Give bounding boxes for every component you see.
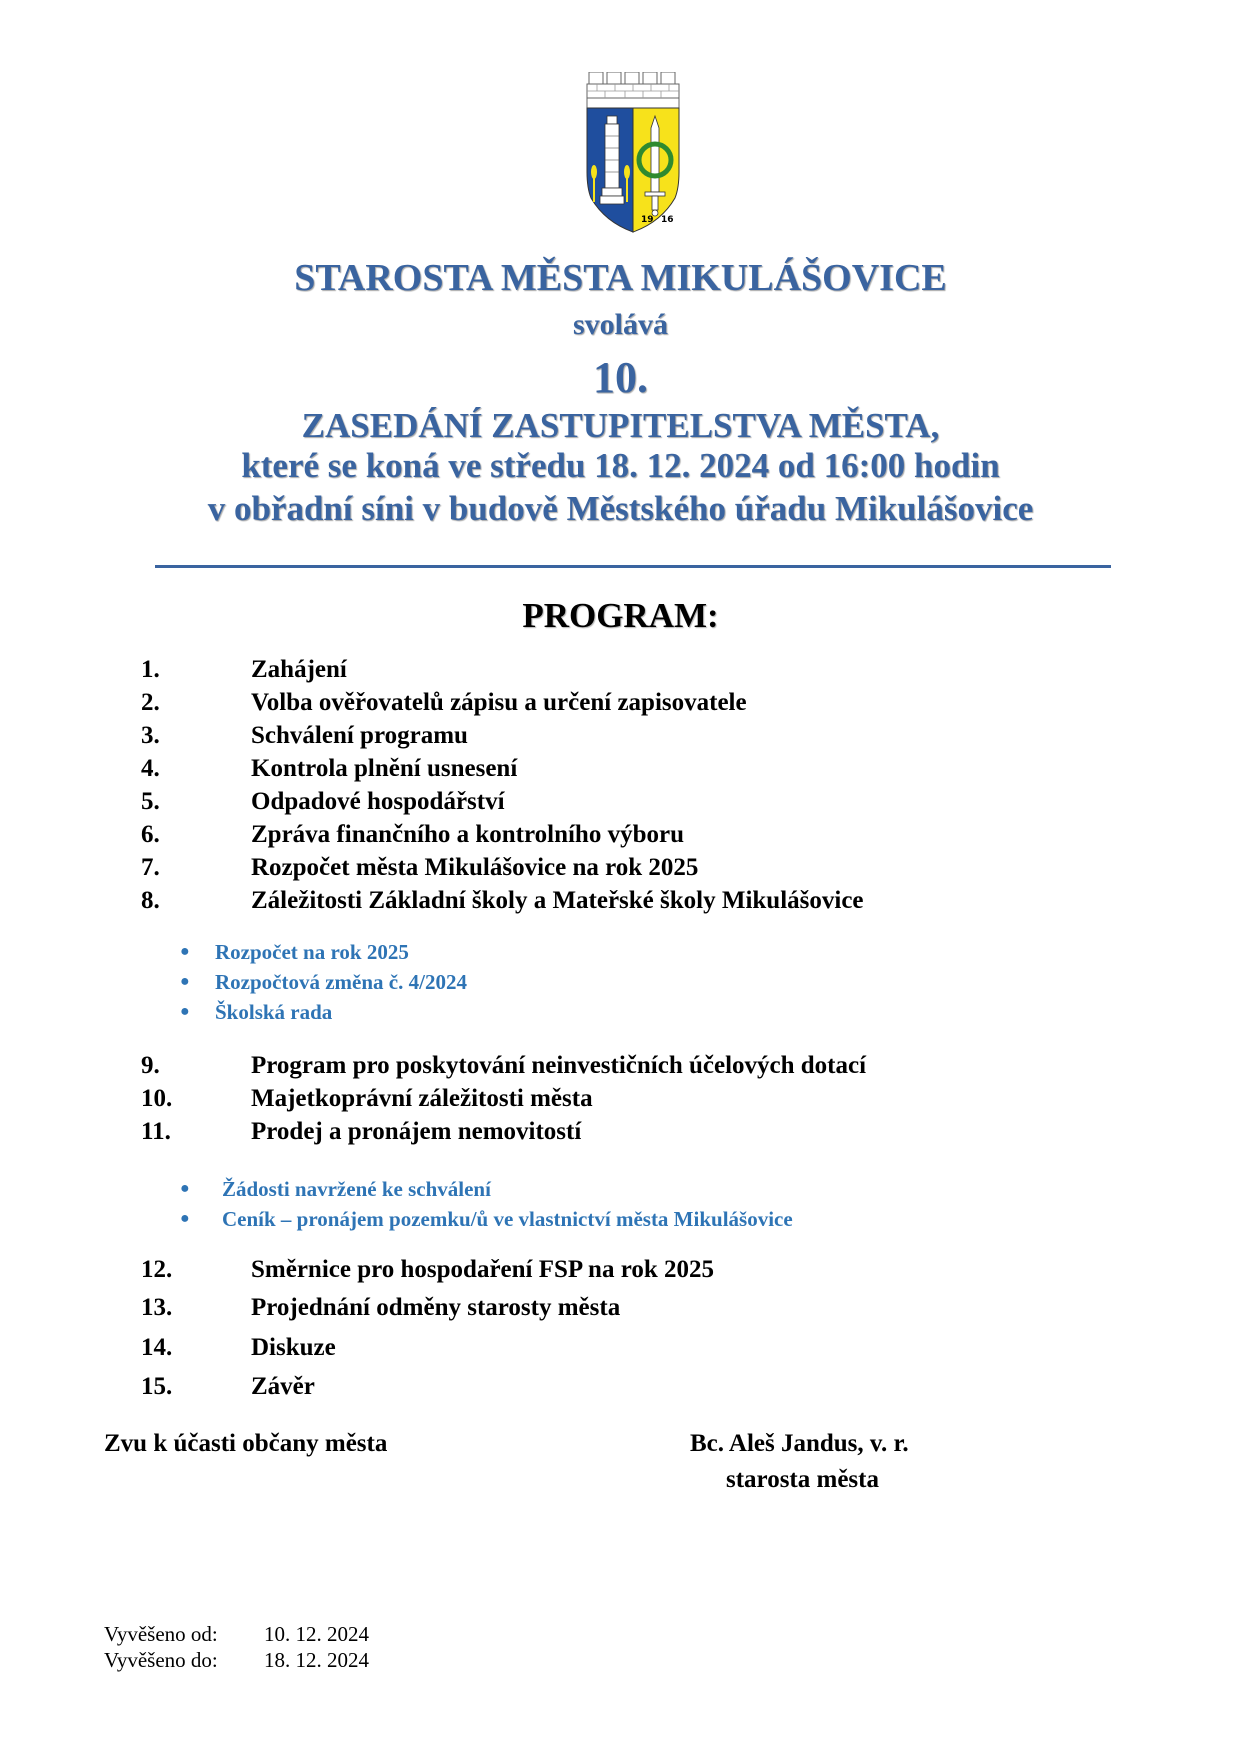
bullet-icon: ● bbox=[180, 1003, 190, 1020]
session-location: v obřadní síni v budově Městského úřadu Mikulášovice bbox=[207, 489, 1034, 528]
program-item bbox=[0, 821, 1241, 855]
program-item bbox=[0, 887, 1241, 921]
item-number: 8. bbox=[141, 887, 160, 914]
item-number: 13. bbox=[141, 1294, 173, 1321]
program-item bbox=[0, 689, 1241, 723]
program-item bbox=[0, 656, 1241, 690]
item-text: Prodej a pronájem nemovitostí bbox=[251, 1118, 582, 1145]
posted-to-label: Vyvěšeno do: bbox=[104, 1648, 218, 1672]
item-number: 10. bbox=[141, 1085, 173, 1112]
item-text: Zahájení bbox=[251, 656, 347, 683]
item-text: Program pro poskytování neinvestičních účelových dotací bbox=[251, 1052, 867, 1079]
header-title: STAROSTA MĚSTA MIKULÁŠOVICE bbox=[294, 257, 947, 299]
item-text: Záležitosti Základní školy a Mateřské školy Mikulášovice bbox=[251, 887, 864, 914]
bullet-icon: ● bbox=[180, 973, 190, 990]
item-text: Směrnice pro hospodaření FSP na rok 2025 bbox=[251, 1256, 715, 1283]
program-item bbox=[0, 1334, 1241, 1368]
posted-to-date: 18. 12. 2024 bbox=[264, 1648, 369, 1672]
town-coat-of-arms bbox=[585, 72, 685, 234]
item-text: Projednání odměny starosty města bbox=[251, 1294, 621, 1321]
program-item bbox=[0, 1256, 1241, 1290]
program-item bbox=[0, 1373, 1241, 1407]
session-number: 10. bbox=[593, 353, 648, 402]
signer-role: starosta města bbox=[726, 1466, 879, 1493]
program-item bbox=[0, 1294, 1241, 1328]
signer-name: Bc. Aleš Jandus, v. r. bbox=[690, 1430, 909, 1457]
program-item bbox=[0, 854, 1241, 888]
item-number: 15. bbox=[141, 1373, 173, 1400]
program-item bbox=[0, 788, 1241, 822]
bullet-icon: ● bbox=[180, 1180, 190, 1197]
program-item bbox=[0, 1052, 1241, 1086]
posted-from-label: Vyvěšeno od: bbox=[104, 1622, 218, 1646]
program-item bbox=[0, 755, 1241, 789]
item-number: 2. bbox=[141, 689, 160, 716]
subitem-text: Školská rada bbox=[215, 1000, 333, 1024]
posted-from-date: 10. 12. 2024 bbox=[264, 1622, 369, 1646]
item-number: 12. bbox=[141, 1256, 173, 1283]
program-subitem bbox=[0, 970, 1241, 1000]
item-text: Odpadové hospodářství bbox=[251, 788, 505, 815]
item-number: 7. bbox=[141, 854, 160, 881]
program-item bbox=[0, 1085, 1241, 1119]
subitem-text: Rozpočet na rok 2025 bbox=[215, 940, 409, 964]
item-number: 9. bbox=[141, 1052, 160, 1079]
invitation-text: Zvu k účasti občany města bbox=[104, 1430, 388, 1457]
item-text: Závěr bbox=[251, 1373, 315, 1400]
item-number: 3. bbox=[141, 722, 160, 749]
program-title: PROGRAM: bbox=[522, 596, 719, 635]
bullet-icon: ● bbox=[180, 1210, 190, 1227]
program-subitem bbox=[0, 1000, 1241, 1030]
item-number: 6. bbox=[141, 821, 160, 848]
subitem-text: Ceník – pronájem pozemku/ů ve vlastnictví města Mikulášovice bbox=[222, 1207, 793, 1231]
program-subitem bbox=[0, 940, 1241, 970]
item-number: 4. bbox=[141, 755, 160, 782]
program-subitem bbox=[0, 1207, 1241, 1237]
item-text: Diskuze bbox=[251, 1334, 336, 1361]
svg-text:19: 19 bbox=[641, 215, 654, 225]
item-text: Volba ověřovatelů zápisu a určení zapisovatele bbox=[251, 689, 747, 716]
svg-text:16: 16 bbox=[661, 215, 674, 225]
header-divider bbox=[155, 565, 1111, 568]
subitem-text: Rozpočtová změna č. 4/2024 bbox=[215, 970, 467, 994]
item-number: 1. bbox=[141, 656, 160, 683]
item-text: Zpráva finančního a kontrolního výboru bbox=[251, 821, 684, 848]
program-item bbox=[0, 1118, 1241, 1152]
header-subtitle: svolává bbox=[572, 308, 668, 341]
item-text: Rozpočet města Mikulášovice na rok 2025 bbox=[251, 854, 699, 881]
item-number: 5. bbox=[141, 788, 160, 815]
item-text: Majetkoprávní záležitosti města bbox=[251, 1085, 593, 1112]
bullet-icon: ● bbox=[180, 943, 190, 960]
program-subitem bbox=[0, 1177, 1241, 1207]
session-date: které se koná ve středu 18. 12. 2024 od 16:00 hodin bbox=[241, 446, 1000, 485]
subitem-text: Žádosti navržené ke schválení bbox=[222, 1177, 491, 1201]
item-number: 14. bbox=[141, 1334, 173, 1361]
session-title: ZASEDÁNÍ ZASTUPITELSTVA MĚSTA, bbox=[301, 406, 940, 445]
item-text: Schválení programu bbox=[251, 722, 468, 749]
item-number: 11. bbox=[141, 1118, 171, 1145]
program-item bbox=[0, 722, 1241, 756]
item-text: Kontrola plnění usnesení bbox=[251, 755, 518, 782]
